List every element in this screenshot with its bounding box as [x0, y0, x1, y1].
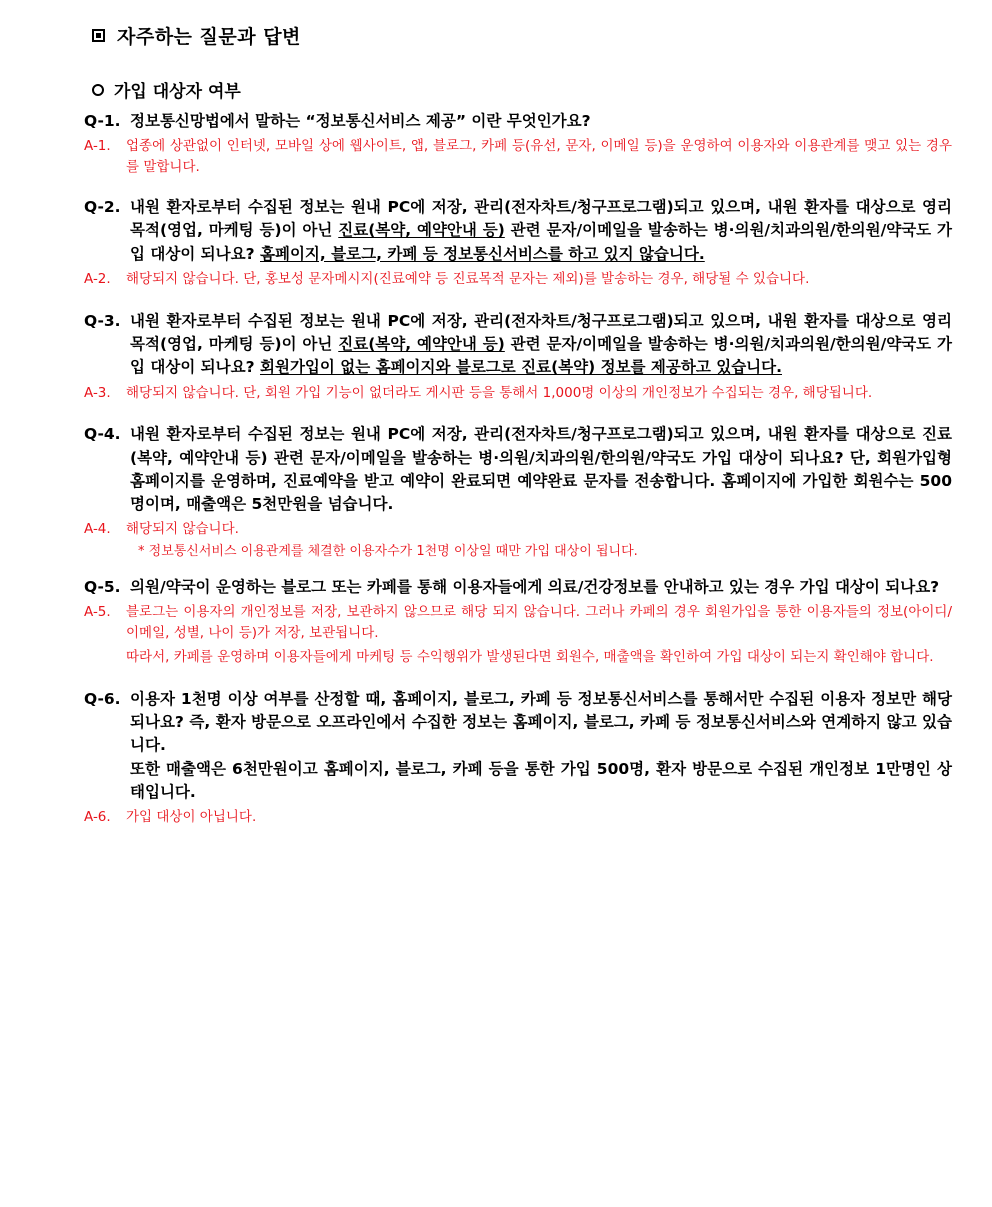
qa-item	[84, 688, 952, 828]
question-label: Q-2.	[84, 198, 121, 217]
question-row	[84, 576, 952, 599]
answer-row	[84, 383, 952, 404]
question-row	[84, 110, 952, 133]
question-text-part: 내원 환자로부터 수집된 정보는 원내 PC에 저장, 관리(전자차트/청구프로그램)되고 있으며, 내원 환자를 대상으로 영리목적(영업, 마케팅 등)이 아닌	[130, 311, 952, 354]
circle-outline-icon	[92, 84, 104, 96]
answer-label: A-4.	[84, 521, 111, 538]
page-title	[92, 22, 952, 49]
answer-row	[84, 807, 952, 828]
answer-label: A-3.	[84, 384, 111, 401]
question-text: 내원 환자로부터 수집된 정보는 원내 PC에 저장, 관리(전자차트/청구프로그램)되고 있으며, 내원 환자를 대상으로 진료(복약, 예약안내 등) 관련 문자/이메일을 발송하는 병·의원/치과의원/한의원/약국도 가입 대상이 되나요? 단, 회원가입형 홈페이지를 운영하며, 진료예약을 받고 예약이 완료되면 예약완료 문자를 전송합니다. 홈페이지에 가입한 회원수는 500명이며, 매출액은 5천만원을 넘습니다.	[130, 425, 952, 514]
page-title-text: 자주하는 질문과 답변	[117, 26, 301, 48]
answer-text: 해당되지 않습니다.	[126, 521, 239, 538]
qa-item	[84, 196, 952, 290]
question-text	[130, 196, 952, 266]
answer-text: 업종에 상관없이 인터넷, 모바일 상에 웹사이트, 앱, 블로그, 카페 등(유선, 문자, 이메일 등)을 운영하여 이용자와 이용관계를 맺고 있는 경우를 말합니다.	[126, 138, 952, 176]
answer-row	[84, 519, 952, 540]
question-label: Q-6.	[84, 689, 121, 708]
question-text-2: 또한 매출액은 6천만원이고 홈페이지, 블로그, 카페 등을 통한 가입 500명, 환자 방문으로 수집된 개인정보 1만명인 상태입니다.	[130, 759, 952, 801]
question-row-continued	[84, 758, 952, 805]
answer-text-2: 따라서, 카페를 운영하며 이용자들에게 마케팅 등 수익행위가 발생된다면 회원수, 매출액을 확인하여 가입 대상이 되는지 확인해야 합니다.	[126, 648, 934, 665]
qa-item	[84, 110, 952, 178]
question-text-underline: 진료(복약, 예약안내 등)	[338, 335, 505, 354]
question-label: Q-3.	[84, 311, 121, 330]
answer-label: A-6.	[84, 809, 111, 826]
question-row	[84, 310, 952, 380]
question-text-part: 내원 환자로부터 수집된 정보는 원내 PC에 저장, 관리(전자차트/청구프로그램)되고 있으며, 내원 환자를 대상으로 영리목적(영업, 마케팅 등)이 아닌	[130, 198, 952, 240]
question-label: Q-4.	[84, 425, 121, 444]
question-row	[84, 196, 952, 266]
answer-text: 가입 대상이 아닙니다.	[126, 809, 257, 826]
answer-label: A-1.	[84, 138, 111, 155]
answer-text: 해당되지 않습니다. 단, 회원 가입 기능이 없더라도 게시판 등을 통해서 1,000명 이상의 개인정보가 수집되는 경우, 해당됩니다.	[126, 384, 873, 401]
question-row	[84, 423, 952, 516]
section-heading	[92, 77, 952, 102]
qa-item	[84, 310, 952, 404]
qa-item	[84, 576, 952, 668]
answer-label: A-2.	[84, 270, 111, 287]
qa-item	[84, 423, 952, 561]
question-text-underline: 홈페이지, 블로그, 카페 등 정보통신서비스를 하고 있지 않습니다.	[260, 244, 705, 263]
question-text	[130, 310, 952, 380]
answer-note: * 정보통신서비스 이용관계를 체결한 이용자수가 1천명 이상일 때만 가입 대상이 됩니다.	[138, 544, 638, 560]
question-row	[84, 688, 952, 758]
answer-row	[84, 136, 952, 178]
question-text: 이용자 1천명 이상 여부를 산정할 때, 홈페이지, 블로그, 카페 등 정보통신서비스를 통해서만 수집된 이용자 정보만 해당되나요? 즉, 환자 방문으로 오프라인에서 수집한 정보는 홈페이지, 블로그, 카페 등 정보통신서비스와 연계하지 않고 있습니다.	[130, 689, 952, 755]
question-text-part: 관련 문자/이메일을 발송하는 병·의원/치과의원/한의원/약국도 가입 대상이 되나요?	[130, 221, 952, 263]
question-label: Q-5.	[84, 577, 121, 596]
answer-text: 블로그는 이용자의 개인정보를 저장, 보관하지 않으므로 해당 되지 않습니다. 그러나 카페의 경우 회원가입을 통한 이용자들의 정보(아이디/이메일, 성별, 나이 등)가 저장, 보관됩니다.	[126, 604, 952, 642]
question-text-underline: 회원가입이 없는 홈페이지와 블로그로 진료(복약) 정보를 제공하고 있습니다.	[260, 358, 782, 377]
answer-text: 해당되지 않습니다. 단, 홍보성 문자메시지(진료예약 등 진료목적 문자는 제외)를 발송하는 경우, 해당될 수 있습니다.	[126, 270, 810, 287]
section-heading-text: 가입 대상자 여부	[114, 82, 241, 102]
question-text: 의원/약국이 운영하는 블로그 또는 카페를 통해 이용자들에게 의료/건강정보를 안내하고 있는 경우 가입 대상이 되나요?	[130, 577, 940, 596]
question-text-part: 관련 문자/이메일을 발송하는 병·의원/치과의원/한의원/약국도 가입 대상이 되나요?	[130, 335, 952, 377]
answer-row-continued	[84, 647, 952, 668]
answer-label: A-5.	[84, 604, 111, 621]
question-text: 정보통신망법에서 말하는 “정보통신서비스 제공” 이란 무엇인가요?	[130, 112, 591, 130]
question-text-underline: 진료(복약, 예약안내 등)	[338, 221, 505, 240]
answer-row	[84, 602, 952, 644]
filled-square-icon	[92, 29, 105, 42]
answer-row	[84, 269, 952, 290]
question-label: Q-1.	[84, 112, 121, 130]
